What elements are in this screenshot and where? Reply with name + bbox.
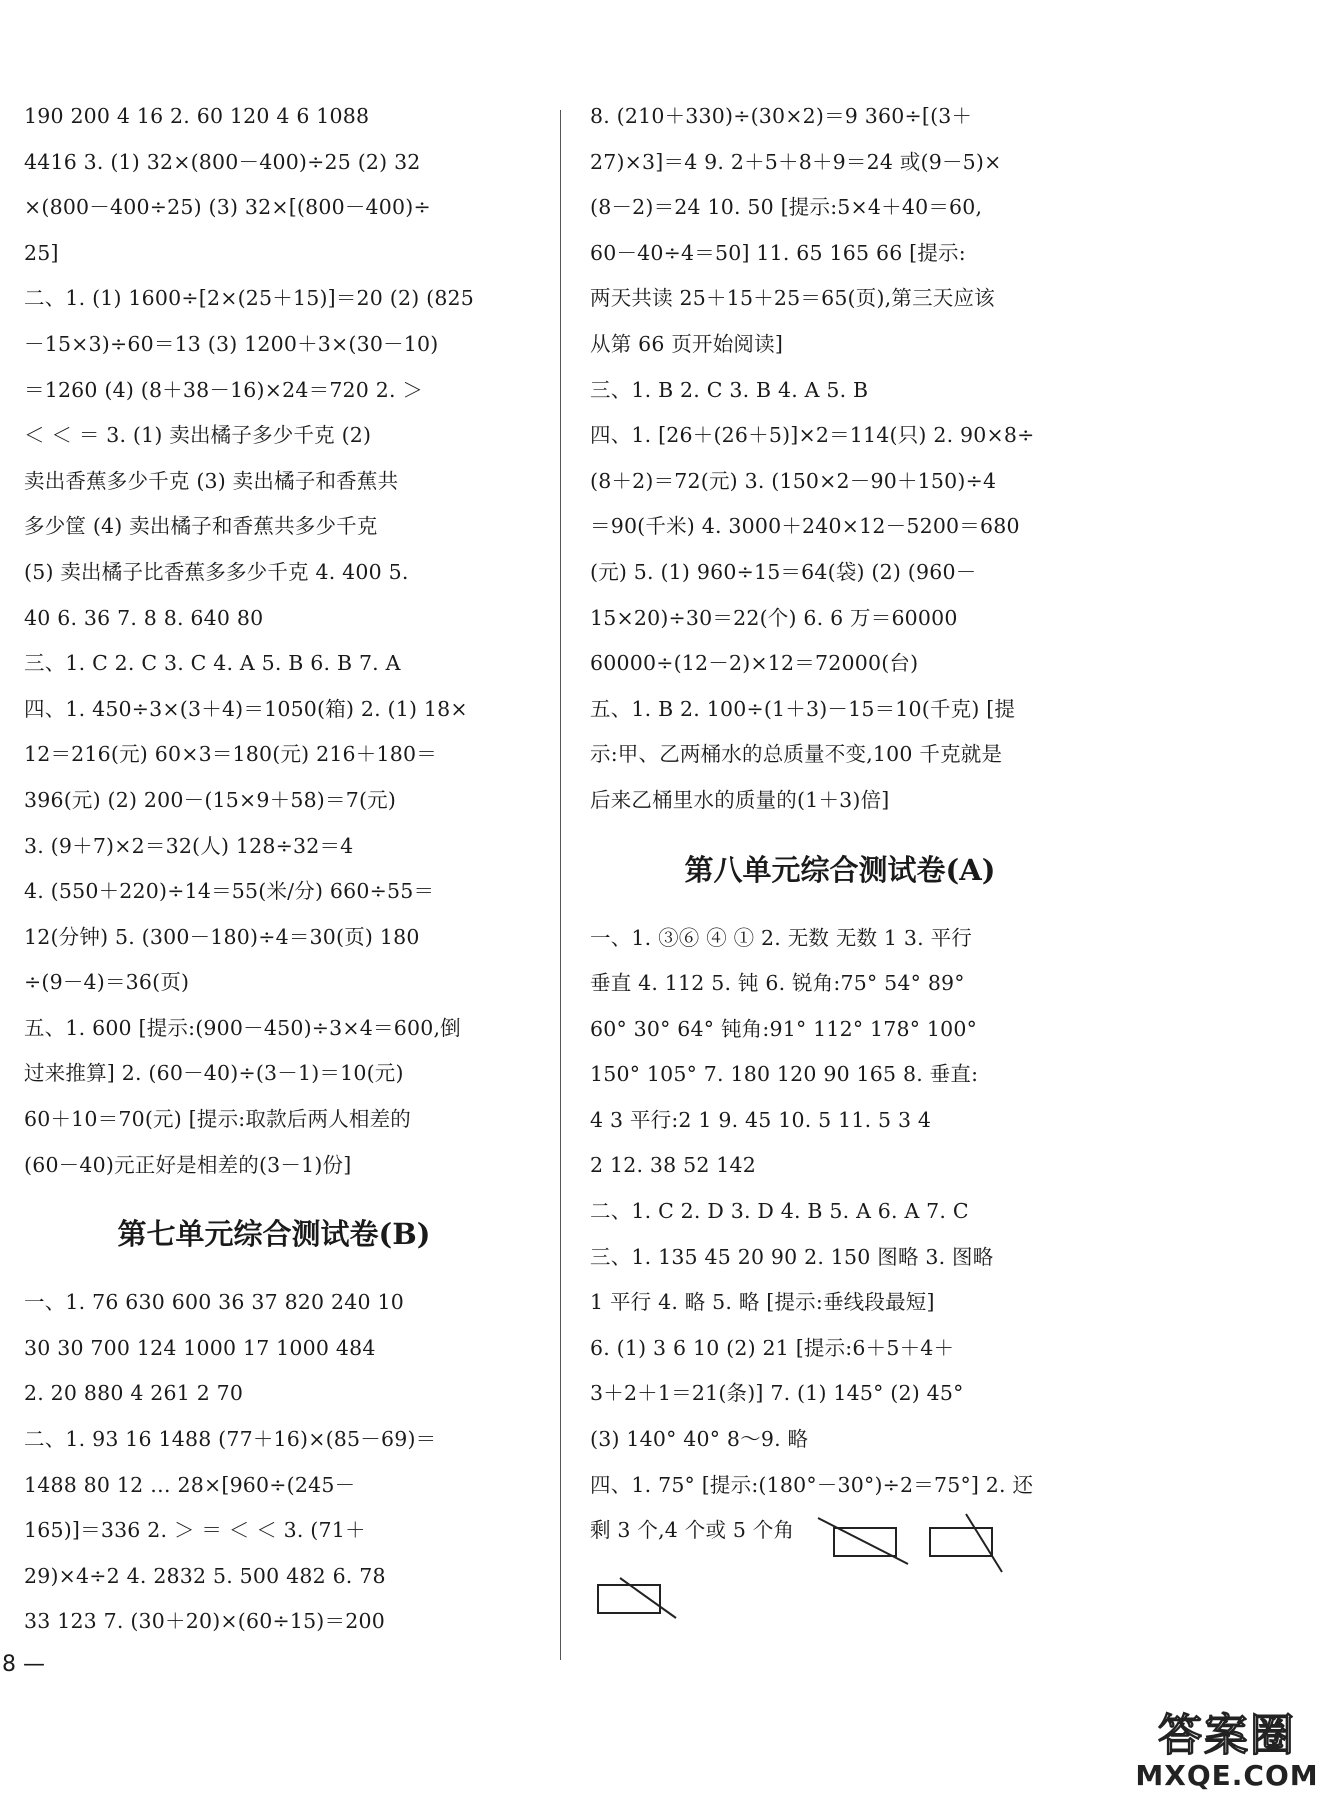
left-answer-line: ÷(9－4)＝36(页): [24, 970, 190, 995]
right-answer-line: 4 3 平行:2 1 9. 45 10. 5 11. 5 3 4: [590, 1107, 932, 1132]
right-answer-line: 四、1. 75° [提示:(180°－30°)÷2＝75°] 2. 还: [590, 1472, 1034, 1497]
cut-line-1: [818, 1518, 908, 1564]
right-answer-line: 15×20)÷30＝22(个) 6. 6 万＝60000: [590, 605, 958, 630]
left-answer-line: (5) 卖出橘子比香蕉多多少千克 4. 400 5.: [24, 559, 409, 584]
left-answer-line: 四、1. 450÷3×(3＋4)＝1050(箱) 2. (1) 18×: [24, 696, 468, 721]
left-column: [24, 94, 524, 1645]
left-answer-line: 4. (550＋220)÷14＝55(米/分) 660÷55＝: [24, 879, 435, 904]
right-answer-line: 三、1. B 2. C 3. B 4. A 5. B: [590, 377, 869, 402]
left-answer-line: 五、1. 600 [提示:(900－450)÷3×4＝600,倒: [24, 1015, 461, 1040]
right-answer-line: 3＋2＋1＝21(条)] 7. (1) 145° (2) 45°: [590, 1381, 964, 1406]
left-answer-line: 卖出香蕉多少千克 (3) 卖出橘子和香蕉共: [24, 468, 399, 493]
column-divider: [560, 110, 561, 1660]
left-answer-line: 三、1. C 2. C 3. C 4. A 5. B 6. B 7. A: [24, 651, 401, 676]
right-answer-line: 1 平行 4. 略 5. 略 [提示:垂线段最短]: [590, 1290, 935, 1315]
right-answer-line: (8＋2)＝72(元) 3. (150×2－90＋150)÷4: [590, 468, 997, 493]
right-answer-line: 从第 66 页开始阅读]: [590, 331, 784, 356]
cut-rectangles-diagram: [590, 1508, 1090, 1626]
right-answer-line: 垂直 4. 112 5. 钝 6. 锐角:75° 54° 89°: [590, 971, 965, 996]
left-answer-line: 396(元) (2) 200－(15×9＋58)＝7(元): [24, 787, 397, 812]
right-answer-line: 二、1. C 2. D 3. D 4. B 5. A 6. A 7. C: [590, 1199, 969, 1224]
left-answer-line: ×(800－400÷25) (3) 32×[(800－400)÷: [24, 195, 431, 220]
left-answers-part-2: [24, 1280, 524, 1645]
left-answer-line: 60＋10＝70(元) [提示:取款后两人相差的: [24, 1107, 411, 1132]
unit-8-test-a-title: 第八单元综合测试卷(A): [684, 852, 996, 887]
right-answer-line: 2 12. 38 52 142: [590, 1153, 757, 1178]
left-answer-line: 12(分钟) 5. (300－180)÷4＝30(页) 180: [24, 924, 420, 949]
left-answers-part-1: [24, 94, 524, 1188]
right-answer-line: 五、1. B 2. 100÷(1＋3)－15＝10(千克) [提: [590, 696, 1016, 721]
left-answer-line: (60－40)元正好是相差的(3－1)份]: [24, 1152, 352, 1177]
right-answer-line: 8. (210＋330)÷(30×2)＝9 360÷[(3＋: [590, 104, 973, 128]
left-answer-line: 190 200 4 16 2. 60 120 4 6 1088: [24, 104, 370, 128]
right-answers-part-2: [590, 916, 1090, 1509]
left-answer-line: 多少筐 (4) 卖出橘子和香蕉共多少千克: [24, 514, 378, 539]
left-answer-line: ＝1260 (4) (8＋38－16)×24＝720 2. ＞: [24, 377, 424, 402]
right-answer-line: 三、1. 135 45 20 90 2. 150 图略 3. 图略: [590, 1244, 994, 1269]
site-watermark: [1134, 1712, 1320, 1798]
right-column: [590, 94, 1090, 1626]
left-answer-line: 二、1. (1) 1600÷[2×(25＋15)]＝20 (2) (825: [24, 286, 475, 311]
left-answer-line: 一、1. 76 630 600 36 37 820 240 10: [24, 1290, 404, 1315]
rectangle-cut-figures: [590, 1508, 1090, 1626]
right-answer-line: 两天共读 25＋15＋25＝65(页),第三天应该: [590, 286, 995, 311]
left-answer-line: 1488 80 12 … 28×[960÷(245－: [24, 1472, 356, 1497]
left-answer-line: 过来推算] 2. (60－40)÷(3－1)＝10(元): [24, 1061, 404, 1086]
right-answer-line: ＝90(千米) 4. 3000＋240×12－5200＝680: [590, 514, 1020, 539]
watermark-url: MXQE.COM: [1135, 1759, 1319, 1792]
left-answer-line: －15×3)÷60＝13 (3) 1200＋3×(30－10): [24, 331, 439, 356]
right-answer-line: (8－2)＝24 10. 50 [提示:5×4＋40＝60,: [590, 195, 983, 220]
left-answer-line: 4416 3. (1) 32×(800－400)÷25 (2) 32: [24, 149, 421, 174]
figure-caption: 剩 3 个,4 个或 5 个角: [590, 1518, 795, 1543]
watermark-logo-text: 答案圈: [1158, 1710, 1296, 1761]
left-answer-line: 2. 20 880 4 261 2 70: [24, 1381, 244, 1406]
right-answer-line: 60－40÷4＝50] 11. 65 165 66 [提示:: [590, 240, 966, 265]
right-answers-part-1: [590, 94, 1090, 824]
right-answer-line: 150° 105° 7. 180 120 90 165 8. 垂直:: [590, 1062, 979, 1087]
left-answer-line: 40 6. 36 7. 8 8. 640 80: [24, 605, 264, 630]
left-answer-line: 12＝216(元) 60×3＝180(元) 216＋180＝: [24, 742, 437, 767]
page-number: 8 —: [2, 1652, 45, 1677]
right-answer-line: 6. (1) 3 6 10 (2) 21 [提示:6＋5＋4＋: [590, 1335, 955, 1360]
left-answer-line: 二、1. 93 16 1488 (77＋16)×(85－69)＝: [24, 1427, 437, 1452]
cut-line-2: [966, 1514, 1002, 1572]
left-answer-line: 33 123 7. (30＋20)×(60÷15)＝200: [24, 1609, 385, 1634]
right-answer-line: 27)×3]＝4 9. 2＋5＋8＋9＝24 或(9－5)×: [590, 149, 1002, 174]
left-answer-line: 25]: [24, 240, 59, 265]
right-answer-line: 一、1. ③⑥ ④ ① 2. 无数 无数 1 3. 平行: [590, 925, 972, 950]
right-answer-line: 示:甲、乙两桶水的总质量不变,100 千克就是: [590, 742, 1003, 767]
right-answer-line: 60000÷(12－2)×12＝72000(台): [590, 651, 919, 676]
right-answer-line: 60° 30° 64° 钝角:91° 112° 178° 100°: [590, 1016, 978, 1041]
left-answer-line: 165)]＝336 2. ＞ ＝ ＜ ＜ 3. (71＋: [24, 1518, 366, 1543]
left-answer-line: 3. (9＋7)×2＝32(人) 128÷32＝4: [24, 833, 354, 858]
right-answer-line: 后来乙桶里水的质量的(1＋3)倍]: [590, 787, 890, 812]
right-answer-line: 四、1. [26＋(26＋5)]×2＝114(只) 2. 90×8÷: [590, 423, 1035, 448]
unit-7-test-b-title: 第七单元综合测试卷(B): [117, 1217, 431, 1252]
left-answer-line: ＜ ＜ ＝ 3. (1) 卖出橘子多少千克 (2): [24, 423, 372, 448]
right-answer-line: (元) 5. (1) 960÷15＝64(袋) (2) (960－: [590, 559, 977, 584]
left-answer-line: 30 30 700 124 1000 17 1000 484: [24, 1335, 376, 1360]
right-answer-line: (3) 140° 40° 8～9. 略: [590, 1427, 809, 1452]
left-answer-line: 29)×4÷2 4. 2832 5. 500 482 6. 78: [24, 1563, 386, 1588]
